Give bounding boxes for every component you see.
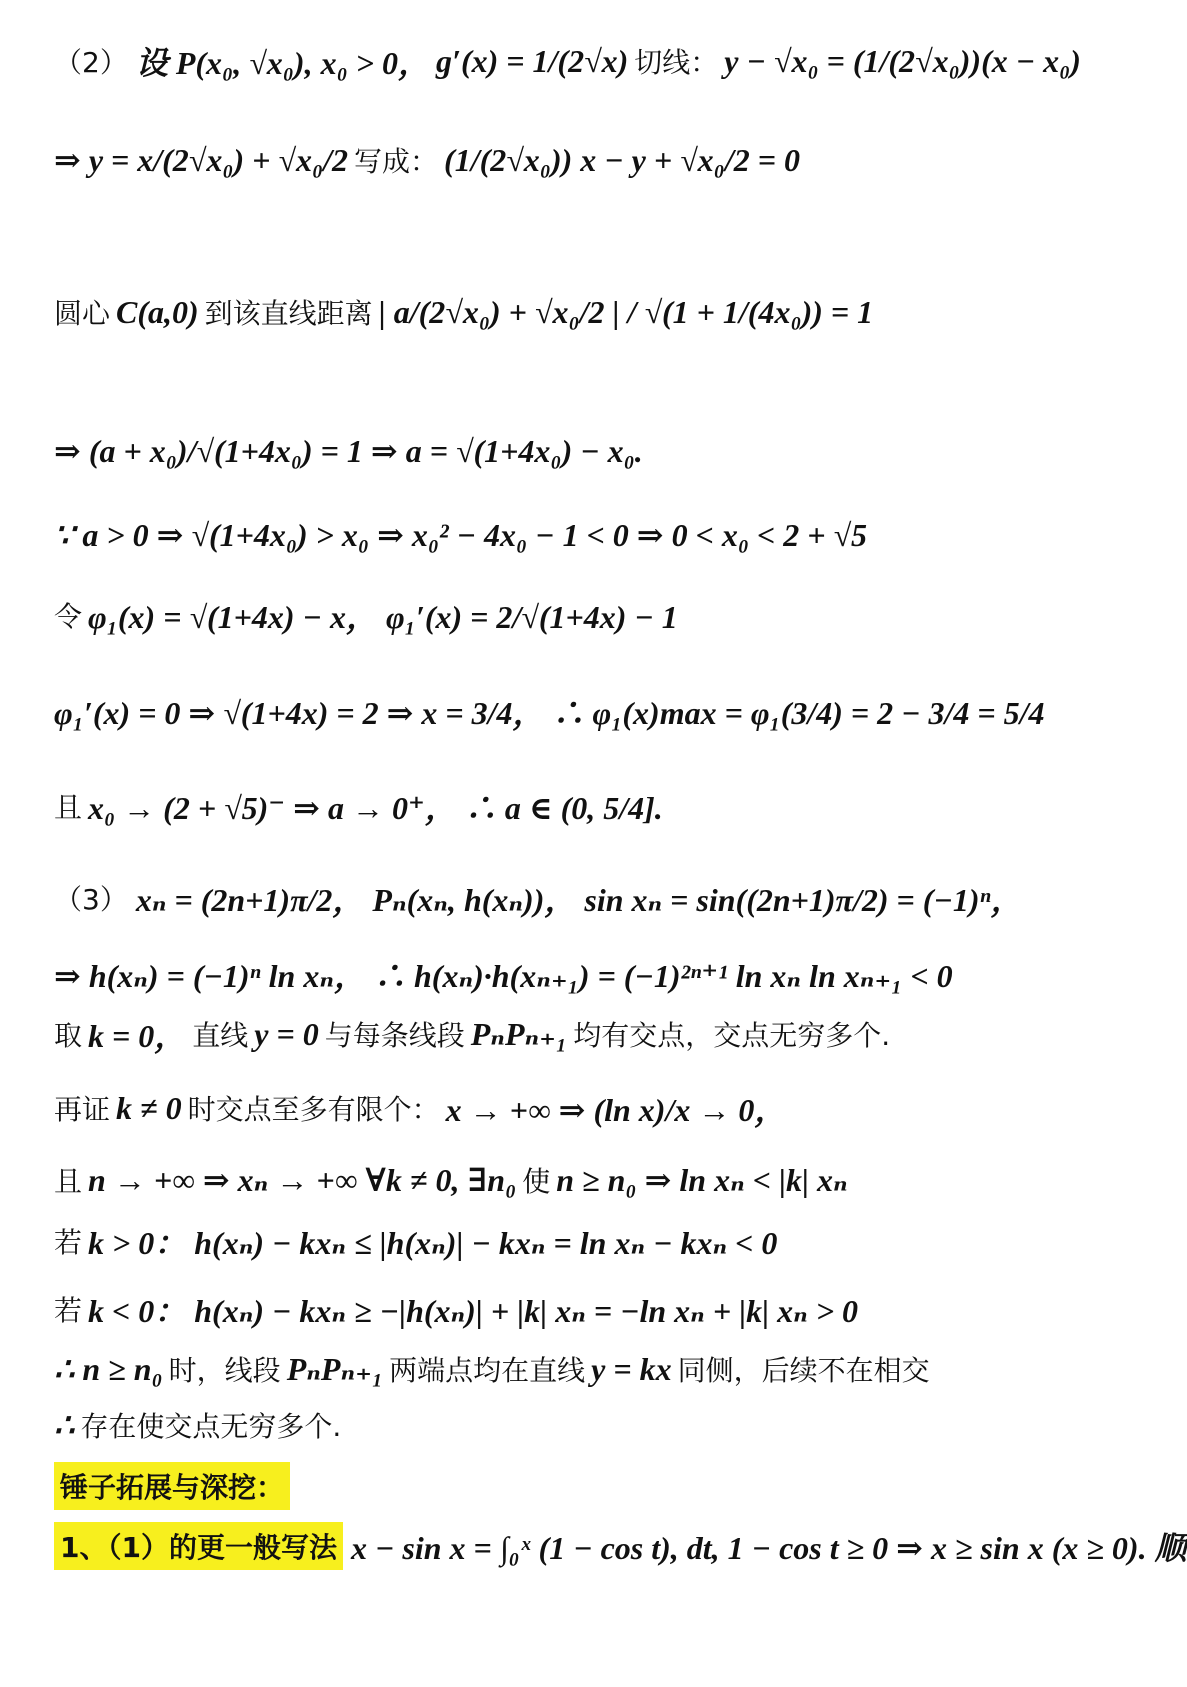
math-expression: ∴ n ≥ n₀ <box>54 1351 163 1387</box>
math-expression: PₙPₙ₊₁ <box>470 1016 568 1052</box>
text-segment: 同侧，后续不在相交 <box>677 1354 930 1387</box>
extension-heading: 锤子拓展与深挖： <box>54 1462 290 1510</box>
math-expression: ⇒ h(xₙ) = (−1)ⁿ ln xₙ， ∴ h(xₙ)·h(xₙ₊₁) = (−1)²ⁿ⁺¹ ln xₙ ln xₙ₊₁ < 0 <box>54 958 953 994</box>
text-segment: 若 <box>54 1294 83 1327</box>
math-expression: ∵ a > 0 ⇒ √(1+4x₀) > x₀ ⇒ x₀² − 4x₀ − 1 < 0 ⇒ 0 < x₀ < 2 + √5 <box>54 517 868 553</box>
solution-line <box>54 783 1060 829</box>
math-expression: y = 0 <box>254 1015 319 1052</box>
math-expression: g′(x) = 1/(2√x) <box>435 42 629 79</box>
math-expression: y = kx <box>591 1350 672 1387</box>
solution-line <box>54 951 1060 997</box>
extension-item-label: 1、（1）的更一般写法 <box>54 1522 343 1570</box>
math-expression: ⇒ (a + x₀)/√(1+4x₀) = 1 ⇒ a = √(1+4x₀) − x₀. <box>54 433 643 469</box>
math-expression: k < 0： h(xₙ) − kxₙ ≥ −|h(xₙ)| + |k| xₙ = −ln xₙ + |k| xₙ > 0 <box>88 1293 859 1329</box>
text-segment: 再证 <box>54 1093 111 1126</box>
math-expression: C(a,0) <box>116 293 199 330</box>
math-expression: ∴ <box>54 1407 75 1443</box>
math-expression: n ≥ n₀ ⇒ ln xₙ < |k| xₙ <box>556 1162 848 1198</box>
solution-line <box>54 1085 1060 1131</box>
math-expression: ⇒ y = x/(2√x₀) + √x₀/2 <box>54 142 349 178</box>
solution-line <box>54 1218 1060 1264</box>
text-segment: 圆心 <box>54 297 111 330</box>
math-expression: x₀ → (2 + √5)⁻ ⇒ a → 0⁺， ∴ a ∈ (0, 5/4]. <box>88 790 663 826</box>
text-segment: 令 <box>54 600 83 633</box>
solution-line <box>54 38 1081 84</box>
math-expression: xₙ = (2n+1)π/2， Pₙ(xₙ, h(xₙ))， sin xₙ = sin((2n+1)π/2) = (−1)ⁿ， <box>135 882 1023 918</box>
text-segment: 存在使交点无穷多个. <box>80 1410 342 1443</box>
math-expression: n → +∞ ⇒ xₙ → +∞ ∀k ≠ 0, ∃n₀ <box>88 1162 517 1198</box>
solution-line <box>54 516 1060 554</box>
math-expression: y − √x₀ = (1/(2√x₀))(x − x₀) <box>724 42 1081 79</box>
text-segment: 切线： <box>634 46 719 79</box>
math-expression: (1/(2√x₀)) x − y + √x₀/2 = 0 <box>444 141 800 178</box>
solution-line <box>54 1160 1060 1200</box>
text-segment: 若 <box>54 1226 83 1259</box>
extension-heading-row <box>54 1462 1060 1510</box>
text-segment: 与每条线段 <box>324 1019 465 1052</box>
math-expression: | a/(2√x₀) + √x₀/2 | / √(1 + 1/(4x₀)) = 1 <box>378 293 874 330</box>
part-label: （2） <box>54 46 128 79</box>
text-segment: 直线 <box>192 1019 249 1052</box>
text-segment: 使 <box>522 1165 551 1198</box>
math-expression: φ₁′(x) = 0 ⇒ √(1+4x) = 2 ⇒ x = 3/4， ∴ φ₁(x)max = φ₁(3/4) = 2 − 3/4 = 5/4 <box>54 695 1045 731</box>
solution-line <box>54 1405 1060 1445</box>
solution-line <box>54 1286 1060 1332</box>
math-expression: k = 0， <box>88 1018 187 1054</box>
solution-line <box>54 292 1060 332</box>
text-segment: 写成： <box>354 145 439 178</box>
extension-item-row <box>54 1522 1187 1570</box>
math-expression: k > 0： h(xₙ) − kxₙ ≤ |h(xₙ)| − kxₙ = ln xₙ − kxₙ < 0 <box>88 1225 778 1261</box>
solution-line <box>54 1349 1060 1389</box>
math-expression: φ₁(x) = √(1+4x) − x， φ₁′(x) = 2/√(1+4x) − 1 <box>88 599 678 635</box>
text-segment: 均有交点，交点无穷多个. <box>573 1019 891 1052</box>
solution-line <box>54 140 1060 180</box>
math-expression: 设 P(x₀, √x₀), x₀ > 0， <box>135 45 430 81</box>
math-expression: k ≠ 0 <box>116 1089 182 1126</box>
text-segment: 时交点至多有限个： <box>187 1093 440 1126</box>
solution-line <box>54 875 1060 921</box>
text-segment: 时，线段 <box>168 1354 281 1387</box>
math-expression: PₙPₙ₊₁ <box>286 1351 384 1387</box>
text-segment: 且 <box>54 1165 83 1198</box>
solution-line <box>54 1011 1060 1057</box>
solution-line <box>54 592 1060 638</box>
text-segment: 到该直线距离 <box>204 297 373 330</box>
text-segment: 且 <box>54 791 83 824</box>
text-segment: 取 <box>54 1019 83 1052</box>
text-segment: 两端点均在直线 <box>389 1354 586 1387</box>
solution-line <box>54 688 1060 734</box>
solution-line <box>54 432 1060 470</box>
extension-item-formula: x − sin x = ∫₀ˣ (1 − cos t), dt, 1 − cos t ≥ 0 ⇒ x ≥ sin x (x ≥ 0). 顺 <box>350 1530 1187 1566</box>
math-expression: x → +∞ ⇒ (ln x)/x → 0， <box>445 1092 787 1128</box>
part-label: （3） <box>54 883 128 916</box>
